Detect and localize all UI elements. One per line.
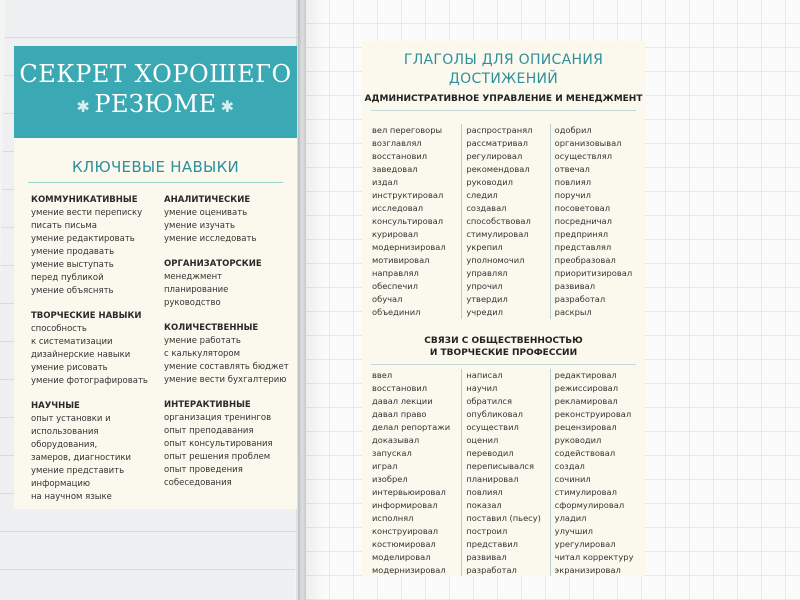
verb-item: способствовал: [466, 216, 531, 226]
skill-item: менеджмент: [164, 272, 223, 282]
verb-item: переписывался: [466, 461, 534, 471]
verb-item: вел переговоры: [372, 125, 443, 135]
verb-item: моделировал: [372, 552, 431, 562]
verb-item: урегулировал: [554, 539, 616, 549]
verb-item: регулировал: [466, 151, 523, 161]
verb-item: давал лекции: [372, 396, 433, 406]
verb-item: обучал: [372, 294, 403, 304]
verb-item: рекламировал: [554, 396, 618, 406]
verb-item: модернизировал: [372, 242, 446, 252]
verb-item: издал: [372, 177, 398, 187]
verb-item: управлял: [466, 268, 508, 278]
skill-item: умение работать: [164, 336, 241, 346]
verb-item: заведовал: [372, 164, 418, 174]
skill-item: опыт преподавания: [164, 426, 254, 436]
skill-item: умение редактировать: [31, 234, 135, 244]
card-header: [14, 46, 297, 138]
verb-item: стимулировал: [554, 487, 617, 497]
section-title-pr: [362, 331, 645, 365]
verb-item: показал: [466, 500, 502, 510]
verb-item: улучшил: [554, 526, 593, 536]
verb-item: распространял: [466, 125, 533, 135]
verb-item: поставил (пьесу): [466, 513, 541, 523]
divider: [371, 364, 636, 365]
key-skills-heading: КЛЮЧЕВЫЕ НАВЫКИ: [71, 158, 240, 176]
verb-item: одобрил: [554, 125, 592, 135]
verb-item: костюмировал: [372, 539, 436, 549]
column-divider: [461, 124, 462, 319]
verb-item: создал: [554, 461, 585, 471]
verb-item: запускал: [372, 448, 412, 458]
verb-item: делал репортажи: [372, 422, 451, 432]
verbs-column: [372, 369, 457, 576]
verb-item: утвердил: [466, 294, 508, 304]
verb-item: построил: [466, 526, 508, 536]
verbs-title-line2: ДОСТИЖЕНИЙ: [448, 71, 559, 87]
verb-item: посоветовал: [554, 203, 610, 213]
verb-item: развивал: [554, 281, 595, 291]
section-title-pr-line1: СВЯЗИ С ОБЩЕСТВЕННОСТЬЮ: [424, 336, 583, 346]
verb-item: восстановил: [372, 383, 428, 393]
verb-item: посредничал: [554, 216, 612, 226]
verb-item: рассматривал: [466, 138, 528, 148]
skill-category-title: КОЛИЧЕСТВЕННЫЕ: [164, 323, 259, 333]
skill-item: умение рисовать: [31, 363, 108, 373]
skill-category-title: АНАЛИТИЧЕСКИЕ: [164, 195, 251, 205]
management-verbs-grid: [372, 124, 642, 319]
resume-secrets-card: [14, 46, 297, 509]
achievement-verbs-card: [362, 41, 645, 576]
verb-item: планировал: [466, 474, 519, 484]
skill-category-title: НАУЧНЫЕ: [31, 401, 80, 411]
verb-item: конструировал: [372, 526, 439, 536]
skill-item: умение изучать: [164, 221, 235, 231]
verb-item: курировал: [372, 229, 419, 239]
verb-item: следил: [466, 190, 498, 200]
verb-item: развивал: [466, 552, 507, 562]
star-icon: ✱: [76, 97, 91, 116]
verb-item: сочинил: [554, 474, 591, 484]
skill-item: умение составлять бюджет: [164, 362, 289, 372]
verb-item: преобразовал: [554, 255, 616, 265]
verb-item: экранизировал: [554, 565, 621, 575]
column-divider: [550, 124, 551, 319]
verb-item: отвечал: [554, 164, 590, 174]
skill-item: собеседования: [164, 478, 232, 488]
skill-item: оборудования,: [31, 440, 98, 450]
verb-item: интервьюировал: [372, 487, 446, 497]
verb-item: содействовал: [554, 448, 616, 458]
verb-item: исследовал: [372, 203, 424, 213]
verb-item: представлял: [554, 242, 612, 252]
verb-item: осуществил: [466, 422, 519, 432]
verb-item: режиссировал: [554, 383, 619, 393]
verbs-title-line1: ГЛАГОЛЫ ДЛЯ ОПИСАНИЯ: [403, 52, 604, 68]
verb-item: предпринял: [554, 229, 609, 239]
verb-item: написал: [466, 370, 503, 380]
verb-item: поручил: [554, 190, 591, 200]
column-divider: [550, 369, 551, 576]
skill-item: умение выступать: [31, 260, 114, 270]
verb-item: изобрел: [372, 474, 408, 484]
verb-item: модернизировал: [372, 565, 446, 575]
skill-item: использования: [31, 427, 99, 437]
card-title-line1: СЕКРЕТ ХОРОШЕГО: [19, 60, 292, 88]
skill-item: умение фотографировать: [31, 376, 148, 386]
skill-category-title: КОММУНИКАТИВНЫЕ: [31, 195, 138, 205]
verb-item: исполнял: [372, 513, 414, 523]
verb-item: объединил: [372, 307, 421, 317]
verb-item: руководил: [554, 435, 602, 445]
verb-item: раскрыл: [554, 307, 592, 317]
skills-column-2: [164, 188, 294, 490]
skill-item: умение объяснять: [31, 286, 114, 296]
verb-item: информировал: [372, 500, 438, 510]
verb-item: рецензировал: [554, 422, 617, 432]
section-title-management: АДМИНИСТРАТИВНОЕ УПРАВЛЕНИЕ И МЕНЕДЖМЕНТ: [364, 94, 643, 104]
skill-category-title: ИНТЕРАКТИВНЫЕ: [164, 400, 251, 410]
card-title-line2: [14, 88, 297, 123]
verb-item: повлиял: [554, 177, 592, 187]
card-title-word: РЕЗЮМЕ: [94, 90, 217, 118]
verb-item: обеспечил: [372, 281, 418, 291]
verb-item: сформулировал: [554, 500, 625, 510]
verb-item: оценил: [466, 435, 499, 445]
skill-item: информацию: [31, 479, 91, 489]
verb-item: разработал: [554, 294, 606, 304]
verb-item: научил: [466, 383, 498, 393]
verb-item: инструктировал: [372, 190, 444, 200]
skill-item: замеров, диагностики: [31, 453, 132, 463]
skill-item: умение исследовать: [164, 234, 257, 244]
verb-item: приоритизировал: [554, 268, 633, 278]
verb-item: укрепил: [466, 242, 503, 252]
verb-item: редактировал: [554, 370, 617, 380]
skill-item: дизайнерские навыки: [31, 350, 131, 360]
divider: [28, 182, 283, 183]
skill-item: организация тренингов: [164, 413, 272, 423]
verb-item: восстановил: [372, 151, 428, 161]
verb-item: обратился: [466, 396, 512, 406]
skill-category-title: ОРГАНИЗАТОРСКИЕ: [164, 259, 262, 269]
skill-item: писать письма: [31, 221, 98, 231]
column-divider: [461, 369, 462, 576]
verb-item: давал право: [372, 409, 427, 419]
fold-shadow: [296, 0, 326, 600]
skill-item: руководство: [164, 298, 221, 308]
verb-item: консультировал: [372, 216, 444, 226]
verb-item: осуществлял: [554, 151, 613, 161]
skill-item: опыт консультирования: [164, 439, 273, 449]
verb-item: стимулировал: [466, 229, 529, 239]
verb-item: опубликовал: [466, 409, 523, 419]
verb-item: мотивировал: [372, 255, 430, 265]
skill-item: умение оценивать: [164, 208, 248, 218]
skills-column-1: [31, 188, 166, 504]
star-icon: ✱: [220, 97, 235, 116]
verb-item: повлиял: [466, 487, 503, 497]
skill-item: к систематизации: [31, 337, 113, 347]
verb-item: организовывал: [554, 138, 622, 148]
verb-item: уполномочил: [466, 255, 525, 265]
verb-item: играл: [372, 461, 398, 471]
verb-item: переводил: [466, 448, 514, 458]
skill-item: перед публикой: [31, 273, 104, 283]
section-title-pr-line2: И ТВОРЧЕСКИЕ ПРОФЕССИИ: [429, 348, 578, 358]
verb-item: разработал: [466, 565, 517, 575]
skill-item: умение вести переписку: [31, 208, 143, 218]
pr-verbs-grid: [372, 369, 642, 576]
verb-item: доказывал: [372, 435, 420, 445]
verbs-column: [555, 124, 642, 319]
verb-item: реконструировал: [554, 409, 632, 419]
skill-item: опыт решения проблем: [164, 452, 271, 462]
skill-item: планирование: [164, 285, 229, 295]
verbs-column: [555, 369, 642, 576]
verb-item: возглавлял: [372, 138, 422, 148]
verb-item: руководил: [466, 177, 513, 187]
skill-item: на научном языке: [31, 492, 112, 502]
skill-item: опыт установки и: [31, 414, 111, 424]
verb-item: рекомендовал: [466, 164, 530, 174]
verb-item: создавал: [466, 203, 507, 213]
skill-item: умение представить: [31, 466, 125, 476]
verbs-column: [466, 369, 545, 576]
verb-item: уладил: [554, 513, 587, 523]
verb-item: направлял: [372, 268, 419, 278]
skill-item: умение вести бухгалтерию: [164, 375, 287, 385]
divider: [371, 110, 636, 111]
verb-item: учредил: [466, 307, 503, 317]
verb-item: упрочил: [466, 281, 503, 291]
skill-item: опыт проведения: [164, 465, 243, 475]
skill-category-title: ТВОРЧЕСКИЕ НАВЫКИ: [31, 311, 142, 321]
verb-item: ввел: [372, 370, 393, 380]
skill-item: способность: [31, 324, 87, 334]
verbs-column: [372, 124, 457, 319]
skill-item: с калькулятором: [164, 349, 241, 359]
verb-item: читал корректуру: [554, 552, 634, 562]
verbs-column: [466, 124, 545, 319]
skill-item: умение продавать: [31, 247, 115, 257]
verb-item: представил: [466, 539, 518, 549]
verbs-title: [362, 51, 645, 89]
